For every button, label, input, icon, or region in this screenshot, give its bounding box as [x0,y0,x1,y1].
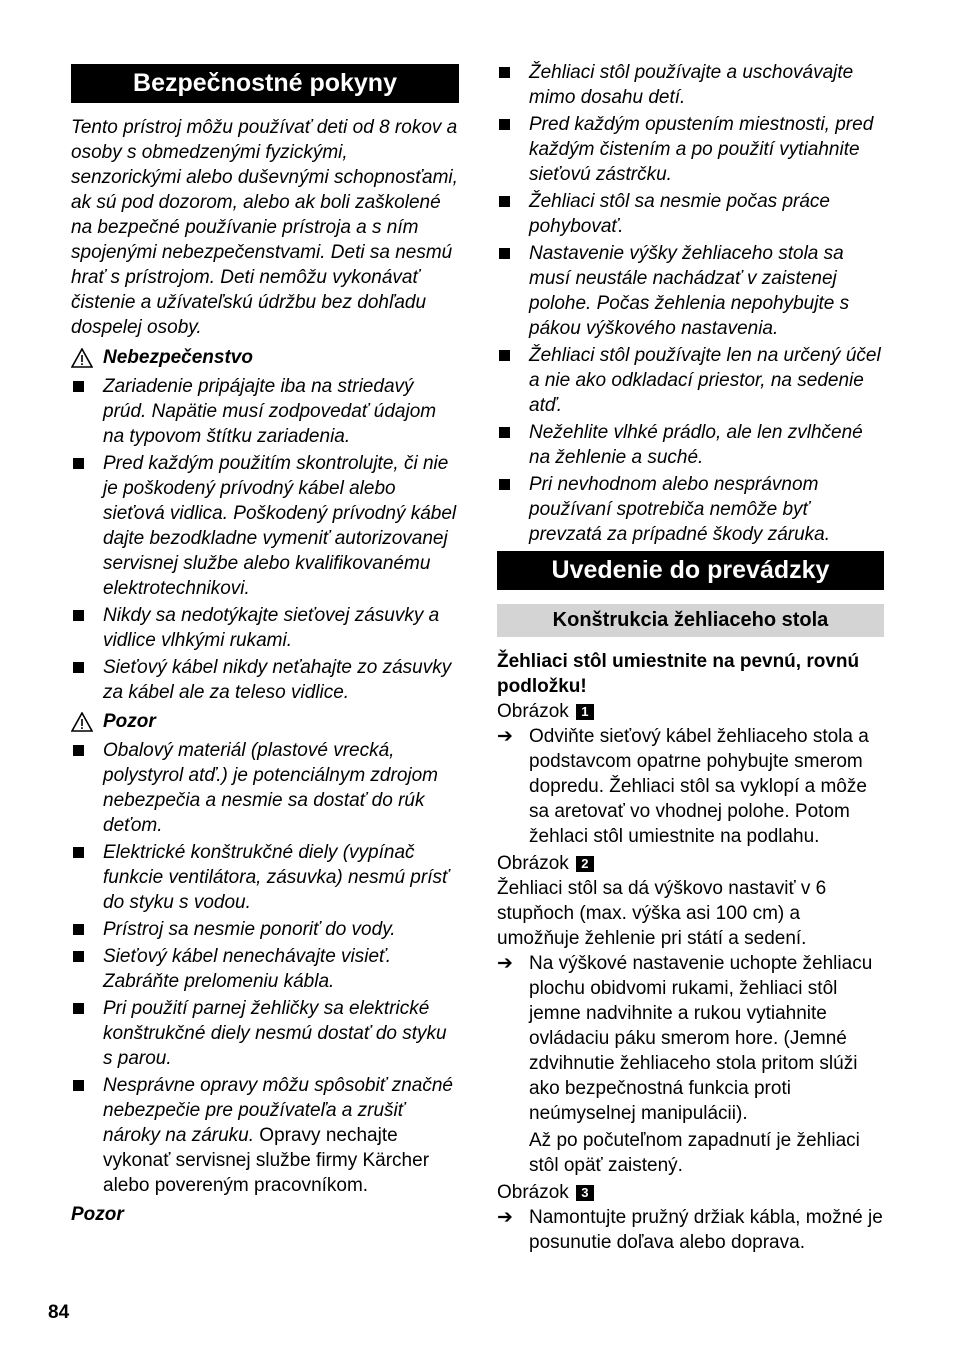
bullet-square-icon [73,951,84,962]
subheading-construction: Konštrukcia žehliaceho stola [497,604,884,637]
height-paragraph: Žehliaci stôl sa dá výškovo nastaviť v 6 stupňoch (max. výška asi 100 cm) a umožňuje žehlenie pri státí a sedení. [497,878,827,949]
list-item: Sieťový kábel nikdy neťahajte zo zásuvky za kábel ale za teleso vidlice. [71,655,459,705]
danger-list [71,374,459,705]
caution-title-text: Pozor [103,711,156,732]
figure-label-2: Obrázok 2 [497,851,884,876]
list-item: Zariadenie pripájajte iba na striedavý prúd. Napätie musí zodpovedať údajom na typovom štítku zariadenia. [71,374,459,449]
page-number: 84 [48,1302,70,1323]
list-item: Pred každým opustením miestnosti, pred každým čistením a po použití vytiahnite sieťovú zástrčku. [497,112,884,187]
bold-note: Žehliaci stôl umiestnite na pevnú, rovnú podložku! [497,651,860,697]
section-heading-safety: Bezpečnostné pokyny [71,64,459,103]
bullet-square-icon [499,427,510,438]
section-heading-startup: Uvedenie do prevádzky [497,551,884,590]
bullet-square-icon [73,381,84,392]
bullet-square-icon [499,479,510,490]
step-item: ➔ Namontujte pružný držiak kábla, možné je posunutie doľava alebo doprava. [497,1207,883,1253]
list-item: Prístroj sa nesmie ponoriť do vody. [71,917,459,942]
bullet-square-icon [499,350,510,361]
figure-label-3: Obrázok 3 [497,1180,884,1205]
bullet-square-icon [73,847,84,858]
bullet-square-icon [73,662,84,673]
right-column [497,60,884,1257]
step-item: ➔ Na výškové nastavenie uchopte žehliacu plochu obidvomi rukami, žehliaci stôl jemne nadvihnite a rukou vytiahnite ovládaciu páku smerom hore. (Jemné zdvihnutie žehliaceho stola pritom slúži ako bezpečnostná funkcia proti neúmyselnej manipulácii). [497,953,873,1124]
footer-caution-title: Pozor [71,1204,124,1225]
list-item: Žehliaci stôl používajte len na určený účel a nie ako odkladací priestor, na sedenie atď. [497,343,884,418]
list-item: Žehliaci stôl sa nesmie počas práce pohybovať. [497,189,884,239]
list-item: Nežehlite vlhké prádlo, ale len zvlhčené na žehlenie a suché. [497,420,884,470]
left-column [71,60,459,1232]
warning-triangle-icon [71,712,93,732]
list-item: Obalový materiál (plastové vrecká, polystyrol atď.) je potenciálnym zdrojom nebezpečia a nesmie sa dostať do rúk deťom. [71,738,459,838]
figure-number-badge: 3 [576,1185,594,1201]
list-item: Sieťový kábel nenechávajte visieť. Zabráňte prelomeniu kábla. [71,944,459,994]
warning-triangle-icon [71,348,93,368]
list-item: Nikdy sa nedotýkajte sieťovej zásuvky a vidlice vlhkými rukami. [71,603,459,653]
list-item: Elektrické konštrukčné diely (vypínač funkcie ventilátora, zásuvka) nesmú prísť do styku s vodou. [71,840,459,915]
bullet-square-icon [73,924,84,935]
list-item: Pri použití parnej žehličky sa elektrické konštrukčné diely nesmú dostať do styku s parou. [71,996,459,1071]
bullet-square-icon [73,1080,84,1091]
figure-number-badge: 1 [576,704,594,720]
figure-label-1: Obrázok 1 [497,699,884,724]
list-item: Žehliaci stôl používajte a uschovávajte mimo dosahu detí. [497,60,884,110]
list-item: Pri nevhodnom alebo nesprávnom používaní spotrebiča nemôže byť prevzatá za prípadné škody záruka. [497,472,884,547]
step-note: Až po počuteľnom zapadnutí je žehliaci stôl opäť zaistený. [529,1130,860,1176]
figure-number-badge: 2 [576,856,594,872]
arrow-right-icon: ➔ [497,1207,513,1228]
bullet-square-icon [499,248,510,259]
list-item: Nesprávne opravy môžu spôsobiť značné nebezpečie pre používateľa a zrušiť nároky na záruku. Opravy nechajte vykonať servisnej službe firmy Kärcher alebo povereným pracovníkom. [71,1073,459,1198]
bullet-square-icon [73,745,84,756]
bullet-square-icon [73,610,84,621]
arrow-right-icon: ➔ [497,726,513,747]
step-item: ➔ Odviňte sieťový kábel žehliaceho stola a podstavcom opatrne pohybujte smerom dopredu. Žehliaci stôl sa vyklopí a môže sa aretovať vo vhodnej polohe. Potom žehlaci stôl umiestnite na podlahu. [497,726,869,847]
caution-list [71,738,459,1198]
bullet-square-icon [73,1003,84,1014]
intro-paragraph: Tento prístroj môžu používať deti od 8 rokov a osoby s obmedzenými fyzickými, senzorickými alebo duševnými schopnosťami, ak sú pod dozorom, alebo ak boli zaškolené na bezpečné používanie prístroja a s ním spojenými nebezpečenstvami. Deti sa nesmú hrať s prístrojom. Deti nemôžu vykonávať čistenie a užívateľskú údržbu bez dohľadu dospelej osoby. [71,117,458,338]
bullet-square-icon [499,119,510,130]
bullet-square-icon [499,196,510,207]
safety-list-continued [497,60,884,547]
bullet-square-icon [499,67,510,78]
list-item: Pred každým použitím skontrolujte, či nie je poškodený prívodný kábel alebo sieťová vidlica. Poškodený prívodný kábel dajte bezodkladne vymeniť autorizovanej servisnej službe alebo kvalifikovanému elektrotechnikovi. [71,451,459,601]
danger-title [71,345,459,370]
danger-title-text: Nebezpečenstvo [103,347,253,368]
caution-title [71,709,459,734]
arrow-right-icon: ➔ [497,953,513,974]
list-item: Nastavenie výšky žehliaceho stola sa musí neustále nachádzať v zaistenej polohe. Počas žehlenia nepohybujte s pákou výškového nastavenia. [497,241,884,341]
bullet-square-icon [73,458,84,469]
